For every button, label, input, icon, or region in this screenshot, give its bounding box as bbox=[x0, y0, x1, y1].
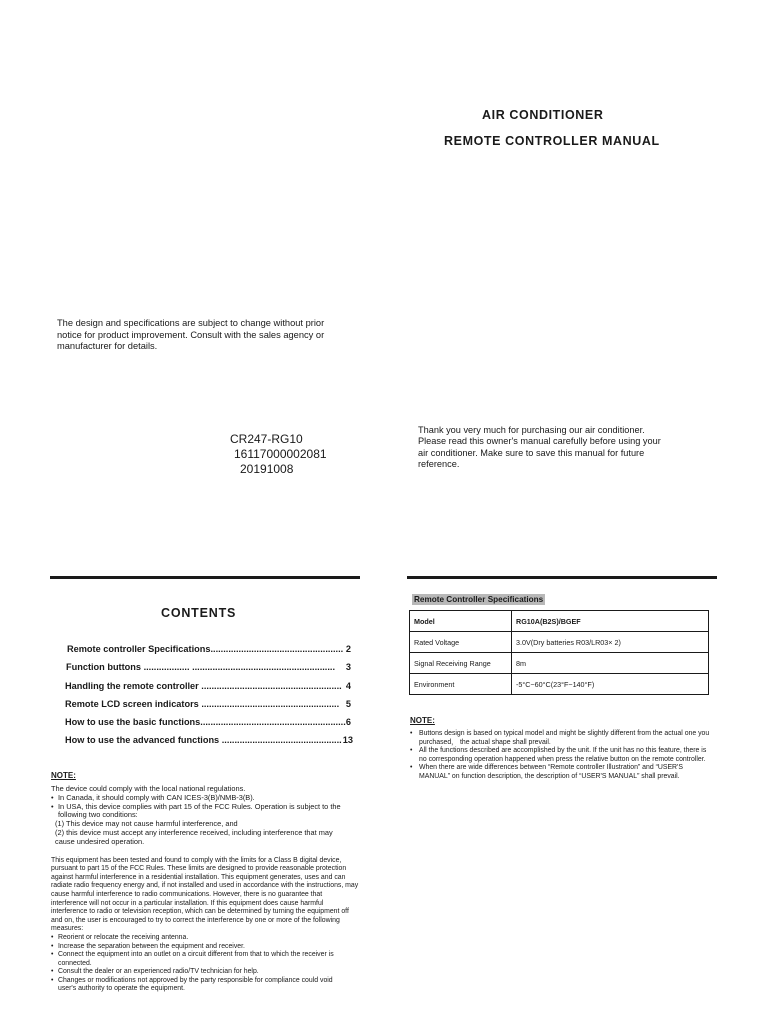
code-block bbox=[230, 432, 327, 477]
spec-label: Rated Voltage bbox=[410, 632, 512, 653]
note-bullet: • In Canada, it should comply with CAN ICES-3(B)/NMB-3(B). bbox=[51, 792, 255, 802]
note-bullet: • All the functions described are accomplished by the unit. If the unit has no this feature, there is no corresponding operation happened when press the relative button on the remote controller. bbox=[410, 747, 707, 763]
toc-item-page: 5 bbox=[345, 699, 351, 709]
toc-item[interactable] bbox=[65, 699, 351, 709]
change-notice: The design and specifications are subject to change without prior notice for product improvement. Consult with the sales agency or manufacturer for details. bbox=[57, 318, 325, 352]
fcc-note bbox=[51, 771, 361, 994]
toc-item-page: 13 bbox=[342, 735, 353, 745]
specs-table bbox=[409, 610, 709, 695]
measure-item: • Consult the dealer or an experienced radio/TV technician for help. bbox=[51, 968, 259, 976]
toc-item-page: 6 bbox=[345, 717, 351, 727]
measure-item: • Changes or modifications not approved by the party responsible for compliance could void user's authority to operate the equipment. bbox=[51, 976, 333, 993]
left-divider bbox=[50, 576, 360, 579]
bullet-dot-icon: • bbox=[51, 933, 54, 941]
bullet-dot-icon: • bbox=[51, 942, 54, 950]
specs-heading-wrap bbox=[412, 589, 545, 607]
table-row bbox=[410, 611, 709, 632]
date-code: 20191008 bbox=[240, 462, 294, 476]
bullet-dot-icon: • bbox=[51, 801, 54, 811]
bullet-dot-icon: • bbox=[410, 730, 413, 737]
contents-list bbox=[51, 640, 351, 752]
condition-2: (2) this device must accept any interference received, including interference that may cause undesired operation. bbox=[55, 827, 333, 846]
toc-item[interactable] bbox=[65, 735, 353, 745]
toc-item-label: Function buttons .................. ........................................................ bbox=[66, 662, 336, 672]
bullet-dot-icon: • bbox=[51, 968, 54, 976]
spec-value: RG10A(B2S)/BGEF bbox=[512, 611, 709, 632]
measure-item: • Reorient or relocate the receiving antenna. bbox=[51, 933, 189, 941]
toc-item-page: 4 bbox=[345, 681, 351, 691]
model-code: CR247-RG10 bbox=[230, 432, 303, 446]
toc-item[interactable] bbox=[67, 644, 351, 654]
toc-item-label: Remote controller Specifications.................................................... bbox=[67, 644, 344, 654]
toc-item-label: Handling the remote controller ....................................................... bbox=[65, 681, 342, 691]
toc-item-label: Remote LCD screen indicators ...................................................... bbox=[65, 699, 340, 709]
toc-item[interactable] bbox=[65, 681, 351, 691]
note-heading: NOTE: bbox=[410, 716, 435, 725]
note-bullet: • When there are wide differences between “Remote controller Illustration” and “USER'S MANUAL” on function description, the description of “USER'S MANUAL” shall prevail. bbox=[410, 764, 683, 780]
manual-title-line1: AIR CONDITIONER bbox=[482, 108, 604, 122]
toc-item-label: How to use the basic functions......................................................... bbox=[65, 717, 346, 727]
condition-1: (1) This device may not cause harmful interference, and bbox=[55, 819, 238, 829]
spec-label: Model bbox=[410, 611, 512, 632]
toc-item[interactable] bbox=[66, 662, 351, 672]
note-bullet: • In USA, this device complies with part 15 of the FCC Rules. Operation is subject to the following two conditions: bbox=[51, 801, 341, 820]
contents-heading: CONTENTS bbox=[161, 606, 237, 620]
spec-value: 8m bbox=[512, 653, 709, 674]
bullet-dot-icon: • bbox=[410, 747, 413, 755]
product-note bbox=[410, 716, 710, 782]
bullet-dot-icon: • bbox=[410, 764, 413, 772]
toc-item-label: How to use the advanced functions ............................................... bbox=[65, 735, 342, 745]
spec-label: Signal Receiving Range bbox=[410, 653, 512, 674]
table-row bbox=[410, 674, 709, 695]
spec-value: 3.0V(Dry batteries R03/LR03× 2) bbox=[512, 632, 709, 653]
spec-label: Environment bbox=[410, 674, 512, 695]
measures-list bbox=[51, 934, 351, 994]
bullet-dot-icon: • bbox=[51, 951, 54, 959]
thank-you-text: Thank you very much for purchasing our air conditioner. Please read this owner's manual carefully before using your air conditioner. Make sure to save this manual for future reference. bbox=[418, 425, 661, 470]
table-row bbox=[410, 653, 709, 674]
bullet-dot-icon: • bbox=[51, 792, 54, 802]
specs-heading: Remote Controller Specifications bbox=[414, 595, 544, 604]
note-bullet: • Buttons design is based on typical model and might be slightly different from the actual one you purchased， the actual shape shall prevail. bbox=[410, 730, 710, 746]
right-divider bbox=[407, 576, 717, 579]
bullet-dot-icon: • bbox=[51, 976, 54, 984]
note-intro: The device could comply with the local national regulations. bbox=[51, 784, 246, 793]
note-heading: NOTE: bbox=[51, 771, 76, 780]
measure-item: • Connect the equipment into an outlet on a circuit different from that to which the receiver is connected. bbox=[51, 951, 334, 967]
spec-value: -5°C~60°C(23°F~140°F) bbox=[512, 674, 709, 695]
toc-item-page: 3 bbox=[345, 662, 351, 672]
toc-item-page: 2 bbox=[345, 644, 351, 654]
toc-item[interactable] bbox=[65, 717, 351, 727]
manual-title-line2: REMOTE CONTROLLER MANUAL bbox=[444, 134, 660, 148]
measure-item: • Increase the separation between the equipment and receiver. bbox=[51, 942, 245, 950]
fcc-paragraph: This equipment has been tested and found to comply with the limits for a Class B digital device, pursuant to part 15 of the FCC Rules. These limits are designed to provide reasonable protection against harmful interference in a residential installation. This equipment generates, uses and can radiate radio frequency energy and, if not installed and used in accordance with the instructions, may cause harmful interference to radio communications. However, there is no guarantee that interference will not occur in a particular installation. If this equipment does cause harmful interference to radio or television reception, which can be determined by turning the equipment off and on, the user is encouraged to try to correct the interference by one or more of the following measures: bbox=[51, 856, 359, 933]
part-number: 16117000002081 bbox=[234, 447, 327, 461]
table-row bbox=[410, 632, 709, 653]
